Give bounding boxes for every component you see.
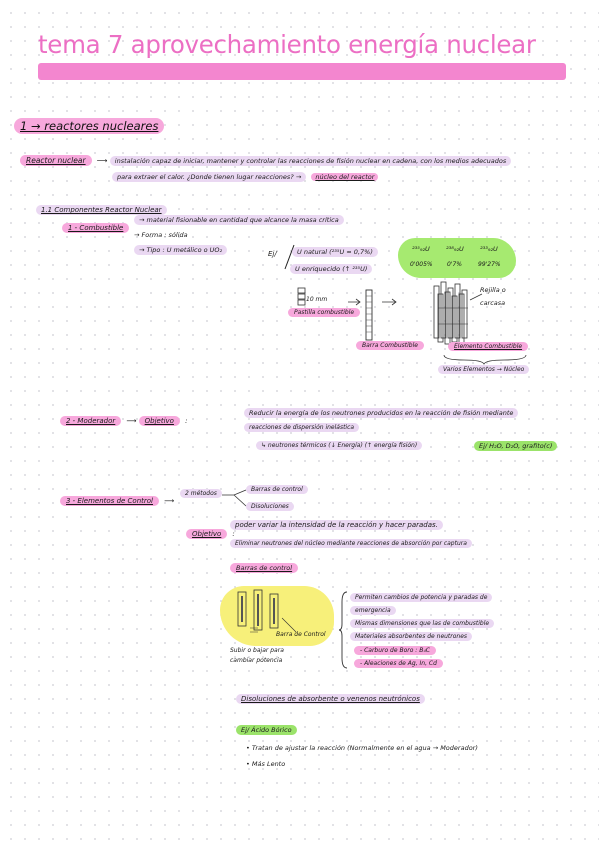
control-objetivo-row	[186, 521, 235, 540]
control-objetivo-text-1: poder variar la intensidad de la reacción y hacer paradas.	[230, 521, 443, 529]
page-title: tema 7 aprovechamiento energía nuclear	[38, 30, 536, 59]
material-2: - Aleaciones de Ag, In, Cd	[354, 660, 443, 667]
reactor-definition-line-1: instalación capaz de iniciar, mantener y controlar las reacciones de fisión nuclear en cadena, con los medios adecuados	[110, 156, 511, 166]
section-heading	[14, 115, 164, 134]
moderador-label: 2 - Moderador	[60, 416, 121, 426]
acido-item-2: • Más Lento	[246, 760, 286, 768]
reactor-definition-row-2	[112, 164, 378, 183]
combustible-item-2: → Forma : sólida	[134, 231, 188, 239]
control-row	[60, 488, 174, 507]
reactor-label: Reactor nuclear	[20, 155, 92, 166]
control-objetivo: Objetivo	[186, 529, 227, 539]
arrow-icon: ⟶	[126, 417, 139, 425]
moderador-text-1: Reducir la energía de los neutrones producidos en la reacción de fisión mediante	[244, 409, 518, 417]
barra-label: Barra Combustible	[356, 342, 424, 349]
metodos: 2 métodos	[180, 490, 222, 497]
isotope-pct-2: 0'7%	[447, 261, 462, 268]
combustible-row	[62, 215, 129, 234]
combustible-label: 1 - Combustible	[62, 223, 129, 233]
pastilla-label: Pastilla combustible	[288, 309, 360, 316]
metodo-barras: Barras de control	[246, 486, 308, 493]
control-label: 3 - Elementos de Control	[60, 496, 159, 506]
barras-bullet-4: Materiales absorbentes de neutrones	[350, 633, 472, 640]
metodo-disoluciones: Disoluciones	[246, 503, 294, 510]
moderador-text-3: ↳ neutrones térmicos (↓ Energía) (↑ energía fisión)	[256, 442, 422, 449]
colon: :	[185, 417, 188, 425]
subsection-1-1-title: 1.1 Componentes Reactor Nuclear	[36, 205, 167, 215]
varios-label: Varios Elementos → Núcleo	[438, 366, 529, 373]
reactor-definition-line-2: para extraer el calor. ¿Donde tienen lugar reacciones? →	[112, 172, 306, 182]
moderador-text-2: reacciones de dispersión inelástica	[244, 424, 359, 431]
section-1-title: 1 → reactores nucleares	[14, 118, 164, 134]
rejilla-label: Rejilla o carcasa	[480, 286, 506, 307]
disoluciones-heading: Disoluciones de absorbente o venenos neutrónicos	[236, 695, 425, 703]
pellet-size: 10 mm	[306, 296, 328, 303]
combustible-item-1: → material fisionable en cantidad que alcance la masa crítica	[134, 216, 344, 224]
nucleo-link: núcleo del reactor	[311, 173, 378, 181]
arrow-icon: ⟶	[96, 156, 110, 165]
acido-borico: Ej/ Ácido Bórico	[236, 726, 297, 734]
colon: :	[232, 530, 235, 538]
subir-bajar-label: Subir o bajar para cambiar potencia	[230, 647, 284, 664]
material-1: - Carburo de Boro : B₄C	[354, 647, 436, 654]
elemento-label: Elemento Combustible	[448, 343, 528, 350]
barras-heading: Barras de control	[230, 564, 298, 572]
barras-bullet-3: Mismas dimensiones que las de combustible	[350, 620, 494, 627]
subsection-1-1	[36, 197, 167, 216]
moderador-row	[60, 408, 187, 427]
isotope-233: ²³³₉₂U	[480, 245, 498, 253]
isotope-238: ²³⁸₉₂U	[446, 245, 464, 253]
example-mark: Ej/	[268, 250, 277, 258]
title-highlight-bar	[38, 63, 566, 80]
barras-bullet-1: Permiten cambios de potencia y paradas de	[350, 594, 492, 601]
control-objetivo-text-2: Eliminar neutrones del núcleo mediante reacciones de absorción por captura	[230, 540, 472, 547]
moderador-examples: Ej/ H₂O, D₂O, grafito(c)	[474, 442, 557, 450]
brace-icon	[338, 590, 350, 670]
barras-bullet-2: emergencia	[350, 607, 396, 614]
isotope-pct-1: 0'005%	[410, 261, 433, 268]
acido-item-1: • Tratan de ajustar la reacción (Normalmente en el agua → Moderador)	[246, 744, 478, 752]
isotope-pct-3: 99'27%	[478, 261, 501, 268]
brace-icon	[442, 353, 532, 365]
u-natural: U natural (²³⁵U ≈ 0,7%)	[292, 248, 378, 256]
moderador-objetivo: Objetivo	[139, 416, 180, 426]
isotopes-highlight	[398, 238, 516, 278]
combustible-item-3: → Tipo : U metálico o UO₂	[134, 246, 227, 254]
arrow-icon: ⟶	[164, 497, 175, 505]
barra-side-label: Barra de Control	[276, 631, 326, 638]
isotope-235: ²³⁵₉₂U	[412, 245, 430, 253]
u-enriquecido: U enriquecido (↑ ²³⁵U)	[290, 265, 372, 273]
